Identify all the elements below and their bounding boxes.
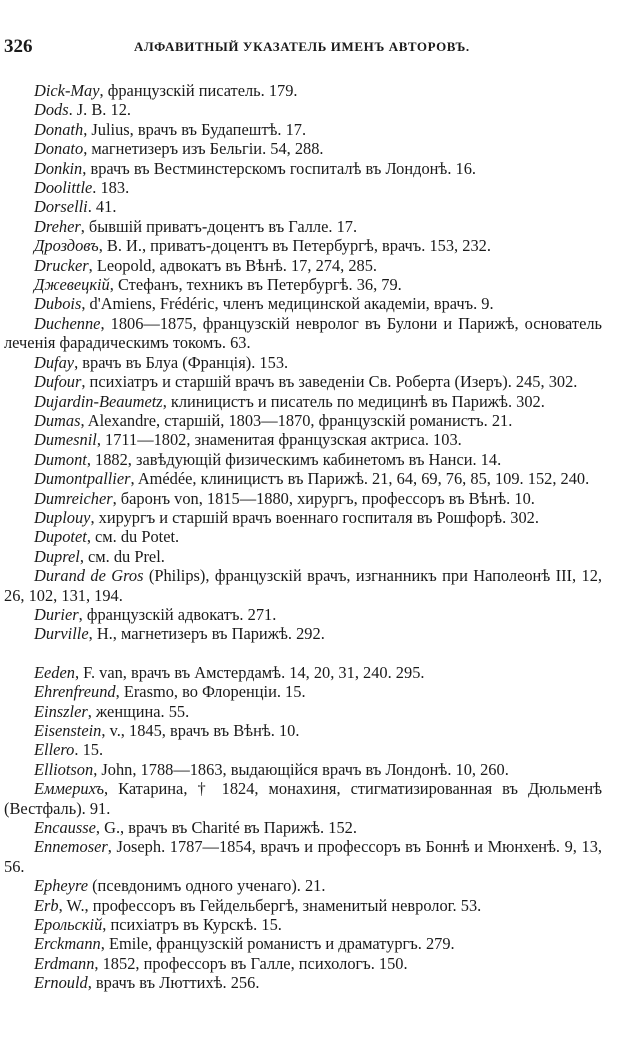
index-section-d xyxy=(4,81,602,644)
entry-text: , 1711—1802, знаменитая французская актриса. 103. xyxy=(96,430,462,450)
author-name: Ennemoser xyxy=(34,837,108,857)
index-entry xyxy=(4,721,602,740)
running-title: АЛФАВИТНЫЙ УКАЗАТЕЛЬ ИМЕНЪ АВТОРОВЪ. xyxy=(134,39,470,54)
index-entry xyxy=(4,197,602,216)
index-entry xyxy=(4,740,602,759)
entry-text: , французскій писатель. 179. xyxy=(99,81,298,100)
index-entry xyxy=(4,837,602,876)
author-name: Durand de Gros xyxy=(34,566,144,586)
page-number: 326 xyxy=(4,36,33,57)
author-name: Einszler xyxy=(34,701,88,721)
entry-text: , хирургъ и старшій врачъ военнаго госпиталя въ Рошфорѣ. 302. xyxy=(90,507,539,527)
index-entry xyxy=(4,973,602,992)
author-name: Duplouy xyxy=(34,507,91,527)
author-name: Dumas xyxy=(34,410,81,430)
index-entry xyxy=(4,139,602,158)
entry-text: , Leopold, адвокатъ въ Вѣнѣ. 17, 274, 285. xyxy=(88,255,378,275)
author-name: Drucker xyxy=(34,255,89,275)
author-name: Dumont xyxy=(34,449,87,469)
index-entry xyxy=(4,372,602,391)
index-section-e xyxy=(4,663,602,993)
entry-text: , см. du Potet. xyxy=(86,527,180,547)
author-name: Дроздовъ xyxy=(34,236,99,256)
entry-text: , бывшій приватъ-доцентъ въ Галле. 17. xyxy=(80,216,358,236)
entry-text: . 183. xyxy=(92,178,130,198)
author-name: Ерольскій xyxy=(34,915,103,935)
entry-text: , психіатръ и старшій врачъ въ заведеніи Св. Роберта (Изеръ). 245, 302. xyxy=(81,372,578,392)
entry-text: , Alexandre, старшій, 1803—1870, французскій романистъ. 21. xyxy=(80,410,513,430)
entry-text: , Катарина, † 1824, монахиня, стигматизированная въ Дюльменѣ (Вестфаль). 91. xyxy=(4,779,602,818)
author-name: Epheyre xyxy=(34,876,88,896)
author-name: Ehrenfreund xyxy=(34,682,116,702)
index-entry xyxy=(4,566,602,605)
author-name: Dumreicher xyxy=(34,488,113,508)
index-entry xyxy=(4,876,602,895)
entry-text: , психіатръ въ Курскѣ. 15. xyxy=(102,915,282,935)
page-header xyxy=(4,36,612,60)
author-name: Dumontpallier xyxy=(34,469,131,489)
section-gap xyxy=(4,644,602,663)
entry-text: (Philips), французскій врачъ, изгнанникъ при Наполеонѣ III, 12, 26, 102, 131, 194. xyxy=(4,566,603,605)
author-name: Durville xyxy=(34,624,89,644)
entry-text: , врачъ въ Вестминстерскомъ госпиталѣ въ Лондонѣ. 16. xyxy=(82,158,477,178)
author-name: Eisenstein xyxy=(34,721,102,740)
entry-text: , Стефанъ, техникъ въ Петербургѣ. 36, 79. xyxy=(109,275,402,295)
author-name: Duchenne xyxy=(34,313,101,333)
author-name: Eeden xyxy=(34,662,75,682)
entry-text: , женщина. 55. xyxy=(87,701,190,721)
entry-text: , H., магнетизеръ въ Парижѣ. 292. xyxy=(88,624,325,644)
author-name: Encausse xyxy=(34,818,96,838)
entry-text: , клиницистъ и писатель по медицинѣ въ Парижѣ. 302. xyxy=(162,391,545,411)
author-name: Dufour xyxy=(34,372,82,392)
entry-text: . 15. xyxy=(74,740,104,760)
index-entry xyxy=(4,896,602,915)
author-name: Dods xyxy=(34,100,69,120)
author-name: Duprel xyxy=(34,546,80,566)
index-entry xyxy=(4,353,602,372)
author-name: Elliotson xyxy=(34,759,94,779)
entry-text: , французскій адвокатъ. 271. xyxy=(78,604,277,624)
author-name: Dick-May xyxy=(34,81,100,100)
index-entry xyxy=(4,275,602,294)
author-name: Dreher xyxy=(34,216,81,236)
author-name: Dufay xyxy=(34,352,75,372)
index-entry xyxy=(4,508,602,527)
index-entry xyxy=(4,411,602,430)
index-entry xyxy=(4,236,602,255)
entry-text: , врачъ въ Люттихѣ. 256. xyxy=(87,973,260,993)
author-name: Erdmann xyxy=(34,953,95,973)
entry-text: , Erasmo, во Флоренціи. 15. xyxy=(115,682,306,702)
author-name: Dumesnil xyxy=(34,430,97,450)
index-entry xyxy=(4,392,602,411)
index-entry xyxy=(4,159,602,178)
index-entry xyxy=(4,450,602,469)
author-index xyxy=(4,81,602,993)
author-name: Ernould xyxy=(34,973,88,993)
entry-text: . J. B. 12. xyxy=(68,100,131,120)
entry-text: . 41. xyxy=(87,197,117,217)
author-name: Dubois xyxy=(34,294,82,314)
entry-text: , баронъ von, 1815—1880, хирургъ, профессоръ въ Вѣнѣ. 10. xyxy=(112,488,535,508)
entry-text: , Emile, французскій романистъ и драматургъ. 279. xyxy=(100,934,455,954)
entry-text: , W., профессоръ въ Гейдельбергѣ, знаменитый невролог. 53. xyxy=(58,895,482,915)
index-entry xyxy=(4,256,602,275)
entry-text: , магнетизеръ изъ Бельгіи. 54, 288. xyxy=(83,139,324,159)
index-entry xyxy=(4,489,602,508)
entry-text: , 1882, завѣдующій физическимъ кабинетомъ въ Нанси. 14. xyxy=(86,449,502,469)
author-name: Еммерихъ xyxy=(34,779,104,799)
index-entry xyxy=(4,954,602,973)
author-name: Donato xyxy=(34,139,84,159)
author-name: Dujardin-Beaumetz xyxy=(34,391,163,411)
author-name: Erckmann xyxy=(34,934,101,954)
index-entry xyxy=(4,178,602,197)
index-entry xyxy=(4,702,602,721)
index-entry xyxy=(4,915,602,934)
author-name: Durier xyxy=(34,604,79,624)
index-entry xyxy=(4,934,602,953)
entry-text: , Julius, врачъ въ Будапештѣ. 17. xyxy=(83,119,307,139)
entry-text: (псевдонимъ одного ученаго). 21. xyxy=(88,876,326,896)
entry-text: , врачъ въ Блуа (Франція). 153. xyxy=(74,352,289,372)
index-entry xyxy=(4,430,602,449)
index-entry xyxy=(4,818,602,837)
author-name: Dorselli xyxy=(34,197,88,217)
index-entry xyxy=(4,760,602,779)
entry-text: , Joseph. 1787—1854, врачъ и профессоръ въ Боннѣ и Мюнхенѣ. 9, 13, 56. xyxy=(4,837,602,876)
index-entry xyxy=(4,120,602,139)
author-name: Джевецкій xyxy=(34,275,110,295)
entry-text: , В. И., приватъ-доцентъ въ Петербургѣ, врачъ. 153, 232. xyxy=(98,236,491,256)
author-name: Dupotet xyxy=(34,527,87,547)
entry-text: , John, 1788—1863, выдающійся врачъ въ Лондонѣ. 10, 260. xyxy=(93,759,509,779)
author-name: Erb xyxy=(34,895,59,915)
entry-text: , см. du Prel. xyxy=(79,546,165,566)
index-entry xyxy=(4,100,602,119)
entry-text: , F. van, врачъ въ Амстердамѣ. 14, 20, 31, 240. 295. xyxy=(74,662,425,682)
index-entry xyxy=(4,81,602,100)
author-name: Ellero xyxy=(34,740,75,760)
entry-text: , 1806—1875, французскій невролог въ Булони и Парижѣ, основатель леченія фарадическимъ токомъ. 63. xyxy=(4,313,602,353)
index-entry xyxy=(4,314,602,353)
author-name: Donath xyxy=(34,119,84,139)
author-name: Donkin xyxy=(34,158,83,178)
index-entry xyxy=(4,663,602,682)
index-entry xyxy=(4,294,602,313)
entry-text: , 1852, профессоръ въ Галле, психологъ. 150. xyxy=(94,953,408,973)
entry-text: , G., врачъ въ Charité въ Парижѣ. 152. xyxy=(95,818,357,838)
index-entry xyxy=(4,469,602,488)
entry-text: , Amédée, клиницистъ въ Парижѣ. 21, 64, 69, 76, 85, 109. 152, 240. xyxy=(130,469,590,489)
author-name: Doolittle xyxy=(34,178,93,198)
index-entry xyxy=(4,779,602,818)
index-entry xyxy=(4,217,602,236)
index-entry xyxy=(4,682,602,701)
index-entry xyxy=(4,547,602,566)
entry-text: , v., 1845, врачъ въ Вѣнѣ. 10. xyxy=(101,721,300,740)
entry-text: , d'Amiens, Frédéric, членъ медицинской академіи, врачъ. 9. xyxy=(81,294,494,314)
index-entry xyxy=(4,527,602,546)
index-entry xyxy=(4,605,602,624)
index-entry xyxy=(4,624,602,643)
